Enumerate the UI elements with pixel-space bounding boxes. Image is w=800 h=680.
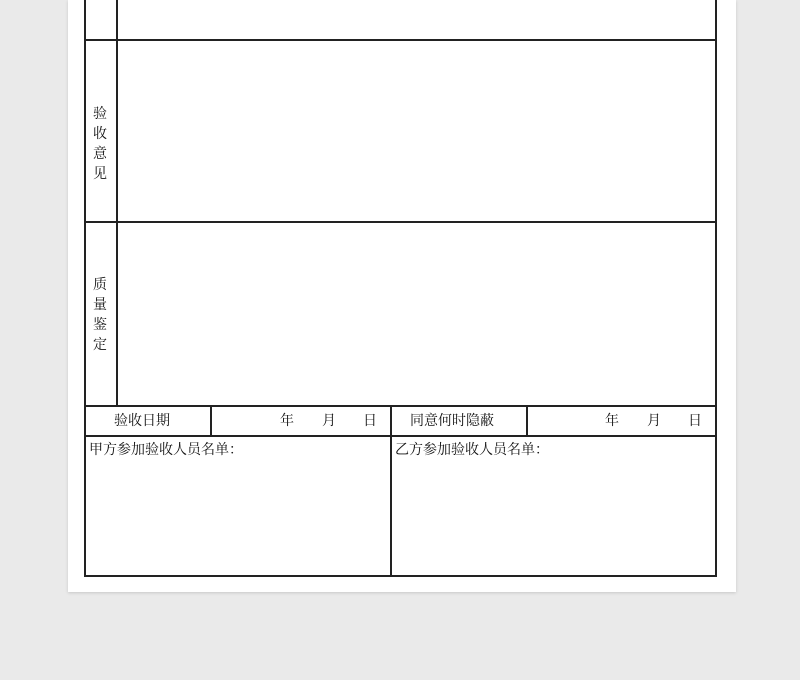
date-row-divider-3	[526, 405, 528, 436]
row-divider-3	[84, 405, 717, 407]
party-a-participants-field[interactable]	[86, 460, 388, 574]
date-row-divider-2	[390, 405, 392, 436]
conceal-time-label: 同意何时隐蔽	[410, 413, 494, 429]
acceptance-opinion-field[interactable]	[118, 41, 714, 220]
border-bottom	[84, 575, 717, 577]
border-right	[715, 0, 717, 577]
conceal-date-year: 年	[605, 413, 619, 429]
document-page	[68, 0, 736, 592]
party-b-participants-field[interactable]	[393, 460, 713, 574]
participants-divider	[390, 435, 392, 576]
acceptance-date-month: 月	[322, 413, 336, 429]
quality-assessment-label	[85, 275, 115, 355]
label-char: 质	[93, 277, 107, 293]
label-char: 鉴	[93, 317, 107, 333]
acceptance-date-label: 验收日期	[114, 413, 170, 429]
row-divider-4	[84, 435, 717, 437]
acceptance-form	[84, 0, 716, 576]
acceptance-date-year: 年	[280, 413, 294, 429]
label-char: 验	[93, 106, 107, 122]
party-a-participants-label: 甲方参加验收人员名单：	[89, 442, 243, 458]
label-char: 收	[93, 126, 107, 142]
party-b-participants-label: 乙方参加验收人员名单：	[395, 442, 549, 458]
conceal-date-month: 月	[647, 413, 661, 429]
label-char: 见	[93, 166, 107, 182]
quality-assessment-field[interactable]	[118, 223, 714, 404]
label-char: 量	[93, 297, 107, 313]
label-char: 定	[93, 337, 107, 353]
label-char: 意	[93, 146, 107, 162]
date-row-divider-1	[210, 405, 212, 436]
acceptance-opinion-label	[85, 104, 115, 184]
acceptance-date-day: 日	[363, 413, 377, 429]
conceal-date-day: 日	[688, 413, 702, 429]
